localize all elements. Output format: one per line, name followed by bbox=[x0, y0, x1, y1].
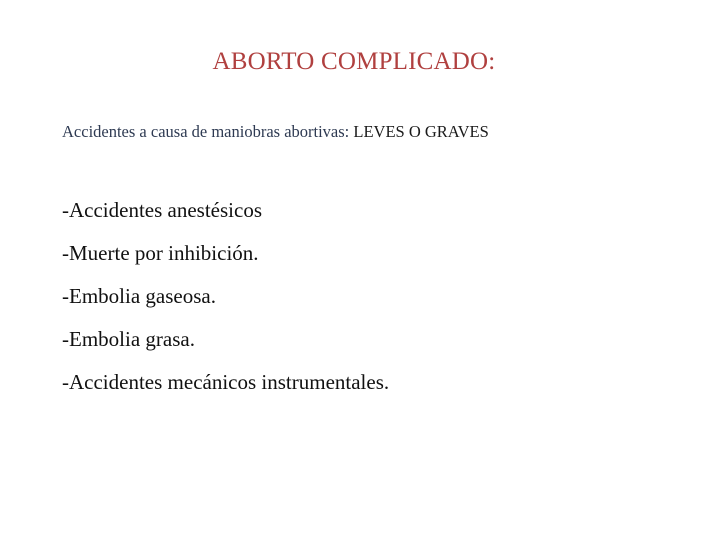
list-item: -Embolia grasa. bbox=[62, 327, 195, 351]
list-item: -Embolia gaseosa. bbox=[62, 284, 216, 308]
list-item: -Accidentes anestésicos bbox=[62, 198, 263, 222]
bullet-list bbox=[62, 196, 389, 411]
slide-subtitle bbox=[62, 122, 489, 142]
list-item: -Muerte por inhibición. bbox=[62, 241, 259, 265]
subtitle-lead: Accidentes a causa de maniobras abortivas: bbox=[62, 122, 354, 141]
subtitle-emphasis: LEVES O GRAVES bbox=[353, 122, 489, 141]
slide-title: ABORTO COMPLICADO: bbox=[212, 48, 496, 75]
list-item: -Accidentes mecánicos instrumentales. bbox=[62, 370, 390, 394]
